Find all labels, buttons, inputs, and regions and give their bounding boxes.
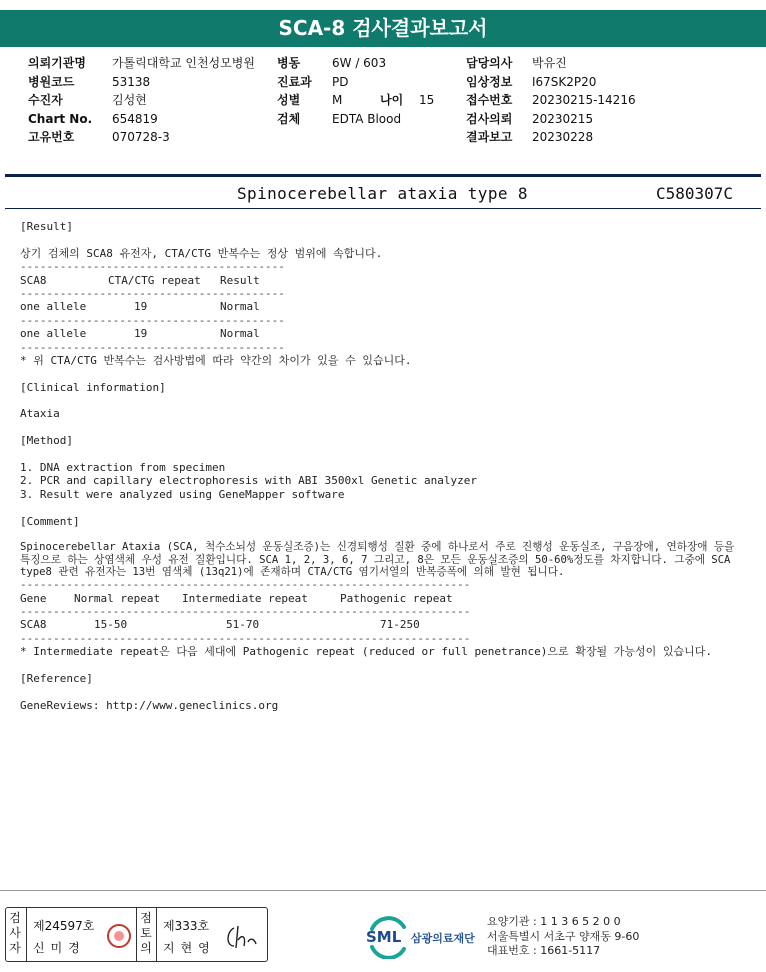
- contact-line: 서울특별시 서초구 양재동 9-60: [487, 929, 640, 943]
- info-row-ward: [277, 54, 452, 73]
- reviewer-license-no: 제333호: [163, 919, 210, 933]
- info-row-doctor: [466, 54, 746, 73]
- clinical-heading: [Clinical information]: [20, 380, 166, 394]
- patient-info-column-3: [466, 54, 746, 147]
- signature-box: [5, 907, 268, 962]
- checker-label: [8, 911, 22, 956]
- table-row: [20, 618, 740, 631]
- patient-info-column-1: [28, 54, 258, 147]
- report-body: [20, 220, 740, 712]
- table-row: [20, 327, 740, 340]
- info-row-chart-no: [28, 110, 258, 129]
- test-title-bar: [5, 181, 761, 207]
- result-table-header: [20, 274, 740, 287]
- col-header: Pathogenic repeat: [340, 591, 453, 605]
- value: 20230215: [532, 111, 594, 126]
- divider: --------------------------------------------------------------------: [20, 578, 471, 592]
- cell: Normal: [220, 327, 260, 341]
- label: 고유번호: [28, 130, 75, 144]
- method-step: 3. Result were analyzed using GeneMapper software: [20, 487, 345, 501]
- label-char: 검: [9, 911, 21, 925]
- contact-info: [487, 915, 639, 959]
- value: 070728-3: [112, 130, 170, 144]
- organization-name: 삼광의료재단: [411, 932, 475, 945]
- separator: [136, 908, 137, 961]
- title-rule: [5, 208, 761, 209]
- separator: [156, 908, 157, 961]
- header-rule: [5, 174, 761, 177]
- cell: Normal: [220, 300, 260, 314]
- info-row-specimen: [277, 110, 452, 129]
- info-row-clinical-info: [466, 73, 746, 92]
- divider: ----------------------------------------: [20, 340, 285, 354]
- label: 진료과: [277, 74, 312, 89]
- label: 성별: [277, 93, 301, 107]
- label: 의뢰기관명: [28, 56, 86, 70]
- cell: one allele: [20, 327, 87, 341]
- value: 20230215-14216: [532, 93, 636, 107]
- patient-info-column-2: [277, 54, 452, 128]
- method-heading: [Method]: [20, 434, 73, 448]
- label: 수진자: [28, 93, 63, 107]
- divider: ----------------------------------------: [20, 286, 285, 300]
- sml-logo-text: SML: [366, 928, 402, 946]
- label: 임상정보: [466, 74, 513, 89]
- label-char: 사: [9, 926, 21, 940]
- label-char: 의: [140, 941, 152, 955]
- age-label: 나이: [380, 93, 404, 107]
- info-row-unique-no: [28, 128, 258, 147]
- divider: ----------------------------------------: [20, 313, 285, 327]
- cell: SCA8: [20, 618, 47, 632]
- report-title: SCA-8 검사결과보고서: [0, 10, 766, 47]
- col-header: Result: [220, 273, 260, 287]
- contact-line: 대표번호 : 1661-5117: [487, 944, 601, 957]
- cell: 71-250: [380, 618, 420, 632]
- label: 검사의뢰: [466, 111, 513, 126]
- method-step: 2. PCR and capillary electrophoresis with ABI 3500xl Genetic analyzer: [20, 474, 477, 488]
- reference-text: GeneReviews: http://www.geneclinics.org: [20, 698, 279, 712]
- comment-footnote: * Intermediate repeat은 다음 세대에 Pathogenic repeat (reduced or full penetrance)으로 확장될 가능성이 있습니다.: [20, 645, 712, 659]
- result-summary: 상기 검체의 SCA8 유전자, CTA/CTG 반복수는 정상 범위에 속합니다.: [20, 246, 383, 260]
- value: 20230228: [532, 130, 594, 144]
- info-row-hospital-code: [28, 73, 258, 92]
- value: EDTA Blood: [332, 111, 402, 126]
- comment-text: Spinocerebellar Ataxia (SCA, 척수소뇌성 운동실조증)는 신경퇴행성 질환 중에 하나로서 주로 진행성 운동실조, 구음장애, 연하장애 등을 특징으로 하는 상염색체 우성 유전 질환입니다. SCA 1, 2, 3, 6, 7 그리고, 8은 모든 운동실조증의 50-60%정도를 차지합니다. 그중에 SCA type8 관련 유전자는 13번 염색체 (13q21)에 존재하며 CTA/CTG 염기서열의 반복증폭에 의해 발현 됩니다.: [20, 541, 735, 578]
- divider: --------------------------------------------------------------------: [20, 605, 471, 619]
- value: 654819: [112, 111, 158, 126]
- result-footnote: * 위 CTA/CTG 반복수는 검사방법에 따라 약간의 차이가 있을 수 있습니다.: [20, 353, 412, 367]
- footer-divider: [0, 890, 766, 891]
- comment-table-header: [20, 592, 740, 605]
- value: 6W / 603: [332, 56, 387, 70]
- reviewer-label: [139, 911, 153, 956]
- cell: 19: [134, 327, 148, 341]
- value: 김성현: [112, 93, 147, 107]
- checker-license-no: 제24597호: [33, 919, 95, 933]
- label: 병원코드: [28, 74, 75, 89]
- info-row-sex: [277, 91, 452, 110]
- cell: one allele: [20, 300, 87, 314]
- age-value: 15: [419, 93, 435, 107]
- seal-stamp-icon: [107, 924, 131, 948]
- test-name: Spinocerebellar ataxia type 8: [237, 184, 528, 203]
- value: 53138: [112, 74, 151, 89]
- label-char: 점: [140, 911, 152, 925]
- label: 결과보고: [466, 130, 513, 144]
- value: PD: [332, 74, 349, 89]
- value: M: [332, 93, 343, 107]
- label: 접수번호: [466, 93, 513, 107]
- label: 병동: [277, 56, 301, 70]
- info-row-receipt-no: [466, 91, 746, 110]
- divider: ----------------------------------------: [20, 260, 285, 274]
- col-header: Normal repeat: [74, 591, 161, 605]
- cell: 15-50: [94, 618, 128, 632]
- signature-icon: [224, 922, 260, 952]
- table-row: [20, 300, 740, 313]
- reference-heading: [Reference]: [20, 672, 93, 686]
- info-row-patient: [28, 91, 258, 110]
- info-row-request-date: [466, 110, 746, 129]
- comment-heading: [Comment]: [20, 514, 80, 528]
- label: Chart No.: [28, 111, 93, 126]
- separator: [26, 908, 27, 961]
- reviewer-name: 지현영: [163, 941, 216, 955]
- value: I67SK2P20: [532, 74, 597, 89]
- result-heading: [Result]: [20, 220, 73, 233]
- col-header: CTA/CTG repeat: [108, 273, 201, 287]
- test-code: C580307C: [655, 184, 733, 203]
- contact-line: 요양기관 : 1 1 3 6 5 2 0 0: [487, 915, 621, 928]
- col-header: SCA8: [20, 273, 47, 287]
- divider: --------------------------------------------------------------------: [20, 631, 471, 645]
- col-header: Gene: [20, 591, 47, 605]
- info-row-report-date: [466, 128, 746, 147]
- info-row-institution: [28, 54, 258, 73]
- label: 검체: [277, 111, 301, 126]
- clinical-text: Ataxia: [20, 407, 60, 421]
- cell: 51-70: [226, 618, 260, 632]
- method-step: 1. DNA extraction from specimen: [20, 461, 226, 475]
- info-row-department: [277, 73, 452, 92]
- checker-name: 신미경: [33, 941, 86, 955]
- label-char: 자: [9, 941, 21, 955]
- label-char: 토: [140, 926, 152, 940]
- label: 담당의사: [466, 56, 513, 70]
- col-header: Intermediate repeat: [182, 591, 308, 605]
- cell: 19: [134, 300, 148, 314]
- value: 박유진: [532, 56, 567, 70]
- value: 가톨릭대학교 인천성모병원: [112, 56, 255, 70]
